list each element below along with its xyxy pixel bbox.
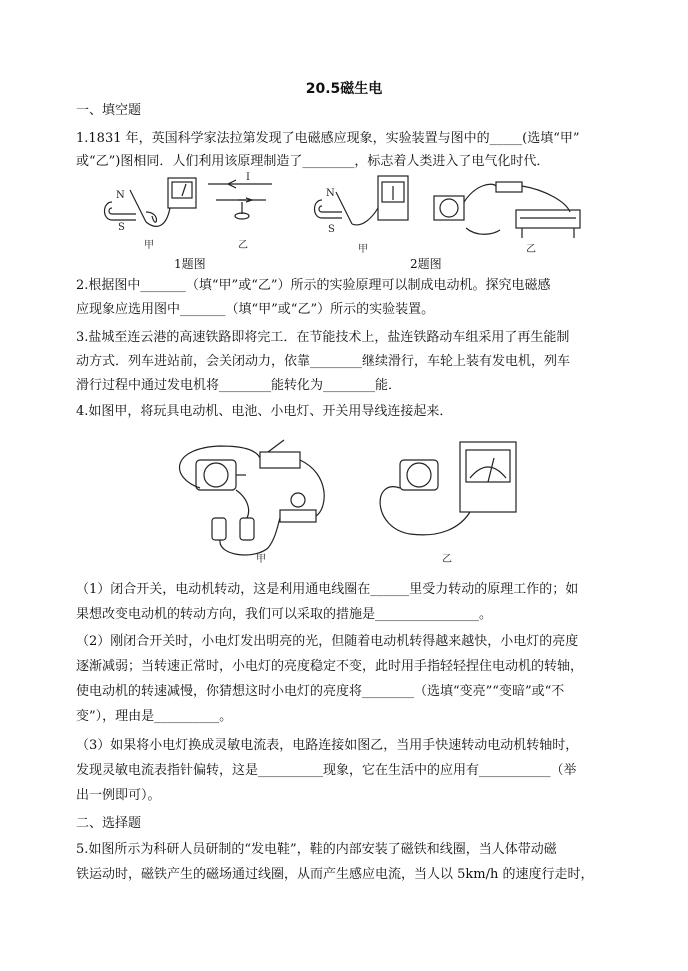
fig2-caption: 2题图 [410, 257, 442, 271]
q1-line-2: 或“乙”)图相同．人们利用该原理制造了________，标志着人类进入了电气化时代． [76, 154, 550, 169]
fig1-jia-label: 甲 [144, 240, 154, 251]
q4-part2-line-2: 逐渐减弱；当转速正常时，小电灯的亮度稳定不变，此时用手指轻轻捏住电动机的转轴， [76, 659, 584, 674]
section-heading-choice: 二、选择题 [76, 816, 142, 831]
q1-line-1: 1.1831 年，英国科学家法拉第发现了电磁感应现象，实验装置与图中的_____(选填“甲” [76, 131, 580, 146]
q4-part3-line-2: 发现灵敏电流表指针偏转，这是__________现象，它在生活中的应用有___________（举 [76, 763, 577, 778]
q2-line-1: 2.根据图中_______（填“甲”或“乙”）所示的实验原理可以制成电动机。探究电磁感 [76, 278, 551, 293]
fig2-n-label: N [326, 188, 335, 199]
fig1-caption: 1题图 [174, 257, 206, 271]
page-title: 20.5磁生电 [305, 81, 383, 97]
fig2-s-label: S [328, 224, 335, 235]
fig2-jia-label: 甲 [358, 244, 368, 255]
fig4-motor-yi [400, 460, 438, 490]
figures-q1-q2 [96, 172, 596, 272]
fig1-yi-label: 乙 [238, 240, 248, 251]
q4-part2-line-4: 变”），理由是__________。 [76, 709, 233, 724]
fig4-yi-label: 乙 [442, 554, 452, 565]
fig1-current-label: I [246, 172, 250, 183]
q4-line-1: 4.如图甲，将玩具电动机、电池、小电灯、开关用导线连接起来． [76, 404, 453, 419]
q3-line-3: 滑行过程中通过发电机将________能转化为________能． [76, 378, 402, 393]
q4-part1-line-1: （1）闭合开关，电动机转动，这是利用通电线圈在______里受力转动的原理工作的；如 [76, 582, 579, 597]
q3-line-2: 动方式．列车进站前，会关闭动力，依靠________继续滑行，车轮上装有发电机，列车 [76, 354, 571, 369]
q4-part3-line-3: 出一例即可）。 [76, 788, 161, 803]
fig4-motor-jia [196, 460, 236, 490]
q4-part2-line-3: 使电动机的转速减慢，你猜想这时小电灯的亮度将________（选填“变亮”“变暗”或“不 [76, 684, 565, 699]
q3-line-1: 3.盐城至连云港的高速铁路即将完工．在节能技术上，盐连铁路动车组采用了再生能制 [76, 330, 570, 345]
q4-part2-line-1: （2）刚闭合开关时，小电灯发出明亮的光，但随着电动机转得越来越快，小电灯的亮度 [76, 634, 579, 649]
q4-part1-line-2: 果想改变电动机的转动方向，我们可以采取的措施是________________。 [76, 607, 493, 622]
fig1-n-label: N [116, 190, 125, 201]
section-heading-fill: 一、填空题 [76, 103, 142, 118]
fig4-jia-label: 甲 [256, 554, 266, 565]
q5-line-2: 铁运动时，磁铁产生的磁场通过线圈，从而产生感应电流，当人以 5km/h 的速度行走时， [76, 867, 594, 882]
fig2-yi-label: 乙 [526, 244, 536, 255]
fig1-s-label: S [118, 222, 125, 233]
q2-line-2: 应现象应选用图中_______（填“甲”或“乙”）所示的实验装置。 [76, 302, 435, 317]
q5-line-1: 5.如图所示为科研人员研制的“发电鞋”，鞋的内部安装了磁铁和线圈，当人体带动磁 [76, 842, 557, 857]
q4-part3-line-1: （3）如果将小电灯换成灵敏电流表，电路连接如图乙，当用手快速转动电动机转轴时， [76, 738, 579, 753]
figure-q4 [160, 438, 540, 570]
